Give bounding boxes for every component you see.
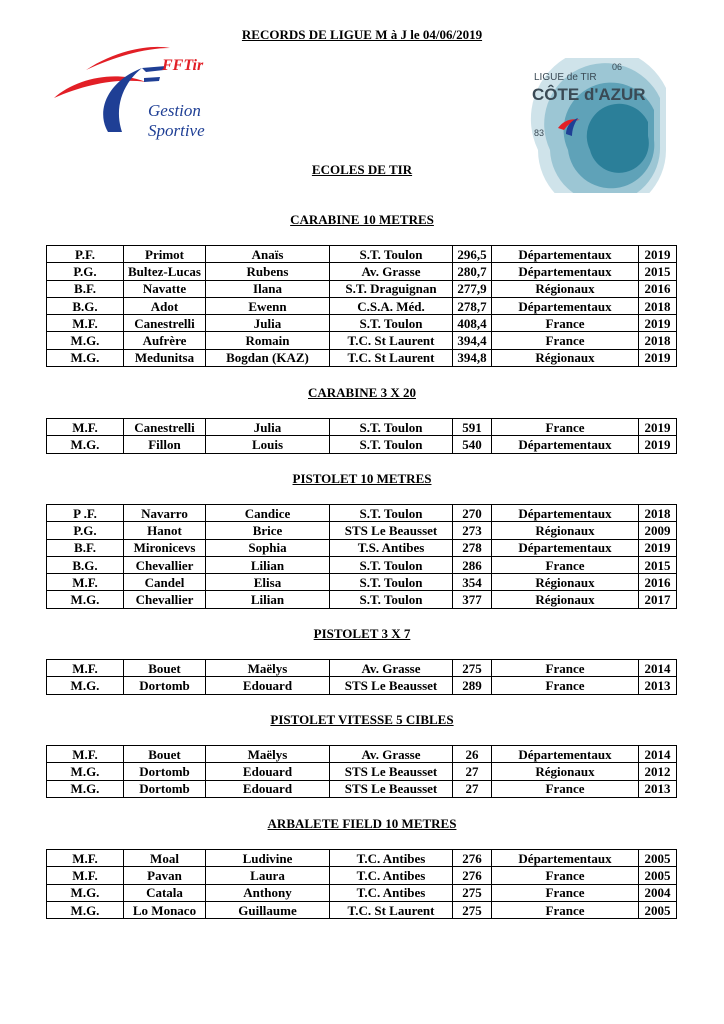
cell-level: Départementaux [492, 505, 639, 522]
cell-firstname: Bogdan (KAZ) [206, 349, 330, 366]
cell-surname: Chevallier [124, 556, 206, 573]
cell-level: Régionaux [492, 763, 639, 780]
cell-surname: Canestrelli [124, 315, 206, 332]
cell-category: M.F. [47, 746, 124, 763]
cell-year: 2019 [639, 419, 677, 436]
cell-year: 2004 [639, 884, 677, 901]
cell-year: 2005 [639, 867, 677, 884]
cell-club: STS Le Beausset [330, 780, 453, 797]
cell-club: S.T. Draguignan [330, 280, 453, 297]
cell-level: Départementaux [492, 539, 639, 556]
table-row [47, 556, 677, 573]
cell-surname: Bultez-Lucas [124, 263, 206, 280]
cell-score: 408,4 [453, 315, 492, 332]
cell-level: Régionaux [492, 574, 639, 591]
cell-category: M.F. [47, 850, 124, 867]
cell-firstname: Brice [206, 522, 330, 539]
cell-year: 2005 [639, 901, 677, 918]
section-title: CARABINE 3 X 20 [308, 385, 416, 400]
records-table [46, 245, 677, 367]
cell-firstname: Sophia [206, 539, 330, 556]
table-row [47, 901, 677, 918]
table-row [47, 246, 677, 263]
table-row [47, 660, 677, 677]
cell-score: 273 [453, 522, 492, 539]
cell-club: STS Le Beausset [330, 763, 453, 780]
cell-category: M.F. [47, 315, 124, 332]
cell-score: 276 [453, 850, 492, 867]
cell-category: P.G. [47, 522, 124, 539]
cell-firstname: Lilian [206, 556, 330, 573]
cell-surname: Navatte [124, 280, 206, 297]
cell-level: France [492, 332, 639, 349]
cell-year: 2005 [639, 850, 677, 867]
cell-surname: Dortomb [124, 780, 206, 797]
cell-surname: Bouet [124, 660, 206, 677]
cell-category: M.G. [47, 349, 124, 366]
cell-firstname: Edouard [206, 780, 330, 797]
cell-level: Départementaux [492, 263, 639, 280]
cell-year: 2014 [639, 660, 677, 677]
cell-level: France [492, 901, 639, 918]
cell-firstname: Louis [206, 436, 330, 453]
section-title: PISTOLET VITESSE 5 CIBLES [270, 712, 454, 727]
cell-category: M.G. [47, 332, 124, 349]
cell-firstname: Edouard [206, 677, 330, 694]
cell-firstname: Rubens [206, 263, 330, 280]
cell-category: M.G. [47, 901, 124, 918]
cell-year: 2019 [639, 349, 677, 366]
cell-club: S.T. Toulon [330, 574, 453, 591]
svg-text:06: 06 [612, 62, 623, 72]
table-row [47, 746, 677, 763]
cell-level: Régionaux [492, 280, 639, 297]
cell-score: 540 [453, 436, 492, 453]
cell-category: M.G. [47, 436, 124, 453]
records-table [46, 659, 677, 695]
cell-club: S.T. Toulon [330, 505, 453, 522]
cell-surname: Pavan [124, 867, 206, 884]
cell-surname: Adot [124, 297, 206, 314]
svg-text:CÔTE d'AZUR: CÔTE d'AZUR [532, 85, 646, 104]
cell-club: T.C. St Laurent [330, 349, 453, 366]
cell-firstname: Julia [206, 419, 330, 436]
cell-club: S.T. Toulon [330, 315, 453, 332]
table-row [47, 884, 677, 901]
cell-score: 591 [453, 419, 492, 436]
cell-firstname: Ilana [206, 280, 330, 297]
table-row [47, 850, 677, 867]
cell-category: B.G. [47, 297, 124, 314]
table-row [47, 436, 677, 453]
table-row [47, 332, 677, 349]
cell-club: STS Le Beausset [330, 677, 453, 694]
cell-year: 2019 [639, 315, 677, 332]
cell-surname: Lo Monaco [124, 901, 206, 918]
cell-level: France [492, 660, 639, 677]
cell-score: 275 [453, 884, 492, 901]
cell-surname: Dortomb [124, 763, 206, 780]
cell-category: P.F. [47, 246, 124, 263]
svg-text:FFTir: FFTir [162, 57, 204, 74]
cell-year: 2018 [639, 505, 677, 522]
records-table [46, 849, 677, 919]
cell-firstname: Anaïs [206, 246, 330, 263]
cell-firstname: Julia [206, 315, 330, 332]
cell-club: S.T. Toulon [330, 556, 453, 573]
cell-surname: Chevallier [124, 591, 206, 608]
cell-level: Régionaux [492, 591, 639, 608]
table-row [47, 280, 677, 297]
svg-text:LIGUE de TIR: LIGUE de TIR [534, 72, 597, 83]
table-row [47, 505, 677, 522]
cell-surname: Aufrère [124, 332, 206, 349]
cell-level: France [492, 780, 639, 797]
section-title: CARABINE 10 METRES [290, 212, 434, 227]
cell-level: France [492, 419, 639, 436]
page-title: RECORDS DE LIGUE M à J le 04/06/2019 [241, 27, 483, 42]
cell-year: 2016 [639, 574, 677, 591]
cell-surname: Mironicevs [124, 539, 206, 556]
cell-score: 278 [453, 539, 492, 556]
cell-club: S.T. Toulon [330, 419, 453, 436]
svg-text:83: 83 [534, 128, 545, 138]
table-row [47, 539, 677, 556]
cell-category: M.F. [47, 419, 124, 436]
table-row [47, 763, 677, 780]
cell-club: S.T. Toulon [330, 591, 453, 608]
cell-score: 296,5 [453, 246, 492, 263]
records-table [46, 418, 677, 454]
cell-firstname: Romain [206, 332, 330, 349]
table-row [47, 591, 677, 608]
cell-category: M.G. [47, 780, 124, 797]
cell-score: 277,9 [453, 280, 492, 297]
section-title: PISTOLET 10 METRES [292, 471, 432, 486]
cell-surname: Navarro [124, 505, 206, 522]
cell-score: 276 [453, 867, 492, 884]
cell-club: T.C. Antibes [330, 867, 453, 884]
cell-score: 27 [453, 763, 492, 780]
table-row [47, 780, 677, 797]
cell-category: P .F. [47, 505, 124, 522]
cell-firstname: Ludivine [206, 850, 330, 867]
cell-surname: Candel [124, 574, 206, 591]
cell-surname: Fillon [124, 436, 206, 453]
cell-level: France [492, 315, 639, 332]
cell-year: 2015 [639, 263, 677, 280]
cell-year: 2013 [639, 780, 677, 797]
cell-firstname: Ewenn [206, 297, 330, 314]
cell-surname: Medunitsa [124, 349, 206, 366]
cell-category: B.F. [47, 280, 124, 297]
cell-firstname: Guillaume [206, 901, 330, 918]
cell-score: 354 [453, 574, 492, 591]
fftir-logo [46, 40, 216, 140]
table-row [47, 522, 677, 539]
cell-surname: Dortomb [124, 677, 206, 694]
cell-club: STS Le Beausset [330, 522, 453, 539]
cell-level: Départementaux [492, 436, 639, 453]
cell-level: France [492, 867, 639, 884]
cell-level: Départementaux [492, 246, 639, 263]
cell-firstname: Candice [206, 505, 330, 522]
cell-surname: Primot [124, 246, 206, 263]
cell-club: S.T. Toulon [330, 436, 453, 453]
cell-firstname: Laura [206, 867, 330, 884]
cell-year: 2019 [639, 436, 677, 453]
cell-firstname: Maëlys [206, 746, 330, 763]
table-row [47, 867, 677, 884]
section-title: ARBALETE FIELD 10 METRES [267, 816, 457, 831]
cell-year: 2009 [639, 522, 677, 539]
cell-score: 286 [453, 556, 492, 573]
cell-level: Régionaux [492, 522, 639, 539]
cell-club: T.C. Antibes [330, 884, 453, 901]
table-row [47, 297, 677, 314]
cell-level: Régionaux [492, 349, 639, 366]
table-row [47, 419, 677, 436]
cell-club: Av. Grasse [330, 746, 453, 763]
cell-surname: Hanot [124, 522, 206, 539]
cell-club: T.S. Antibes [330, 539, 453, 556]
cell-surname: Moal [124, 850, 206, 867]
cell-level: Départementaux [492, 850, 639, 867]
svg-text:Sportive: Sportive [148, 121, 205, 140]
cell-category: M.G. [47, 677, 124, 694]
cell-club: C.S.A. Méd. [330, 297, 453, 314]
cell-category: M.G. [47, 763, 124, 780]
cell-firstname: Anthony [206, 884, 330, 901]
cell-category: M.F. [47, 867, 124, 884]
cell-score: 278,7 [453, 297, 492, 314]
cell-score: 26 [453, 746, 492, 763]
cell-level: Départementaux [492, 746, 639, 763]
cell-year: 2015 [639, 556, 677, 573]
cell-firstname: Lilian [206, 591, 330, 608]
svg-text:Gestion: Gestion [148, 101, 201, 120]
subtitle-ecoles: ECOLES DE TIR [311, 162, 413, 177]
cell-score: 275 [453, 901, 492, 918]
table-row [47, 263, 677, 280]
cell-club: Av. Grasse [330, 263, 453, 280]
cell-year: 2018 [639, 297, 677, 314]
cell-surname: Catala [124, 884, 206, 901]
cell-score: 270 [453, 505, 492, 522]
cell-score: 377 [453, 591, 492, 608]
cell-category: B.G. [47, 556, 124, 573]
cell-category: M.G. [47, 591, 124, 608]
cell-year: 2017 [639, 591, 677, 608]
cell-category: M.F. [47, 574, 124, 591]
cell-year: 2019 [639, 246, 677, 263]
cell-year: 2019 [639, 539, 677, 556]
cell-firstname: Edouard [206, 763, 330, 780]
cell-surname: Canestrelli [124, 419, 206, 436]
cell-level: France [492, 677, 639, 694]
cell-firstname: Elisa [206, 574, 330, 591]
table-row [47, 677, 677, 694]
cell-year: 2018 [639, 332, 677, 349]
cell-level: Départementaux [492, 297, 639, 314]
cell-level: France [492, 884, 639, 901]
cell-category: B.F. [47, 539, 124, 556]
records-table [46, 504, 677, 609]
cell-category: P.G. [47, 263, 124, 280]
cell-score: 280,7 [453, 263, 492, 280]
cell-score: 275 [453, 660, 492, 677]
cell-year: 2014 [639, 746, 677, 763]
cell-club: T.C. St Laurent [330, 332, 453, 349]
cell-category: M.G. [47, 884, 124, 901]
records-table [46, 745, 677, 798]
cell-club: T.C. Antibes [330, 850, 453, 867]
table-row [47, 349, 677, 366]
cell-category: M.F. [47, 660, 124, 677]
cell-surname: Bouet [124, 746, 206, 763]
cell-club: T.C. St Laurent [330, 901, 453, 918]
cell-club: Av. Grasse [330, 660, 453, 677]
cell-level: France [492, 556, 639, 573]
section-title: PISTOLET 3 X 7 [313, 626, 411, 641]
cell-year: 2012 [639, 763, 677, 780]
cell-year: 2016 [639, 280, 677, 297]
cell-year: 2013 [639, 677, 677, 694]
table-row [47, 315, 677, 332]
cell-score: 394,4 [453, 332, 492, 349]
cell-firstname: Maëlys [206, 660, 330, 677]
cell-score: 289 [453, 677, 492, 694]
cell-score: 27 [453, 780, 492, 797]
table-row [47, 574, 677, 591]
cell-club: S.T. Toulon [330, 246, 453, 263]
cell-score: 394,8 [453, 349, 492, 366]
